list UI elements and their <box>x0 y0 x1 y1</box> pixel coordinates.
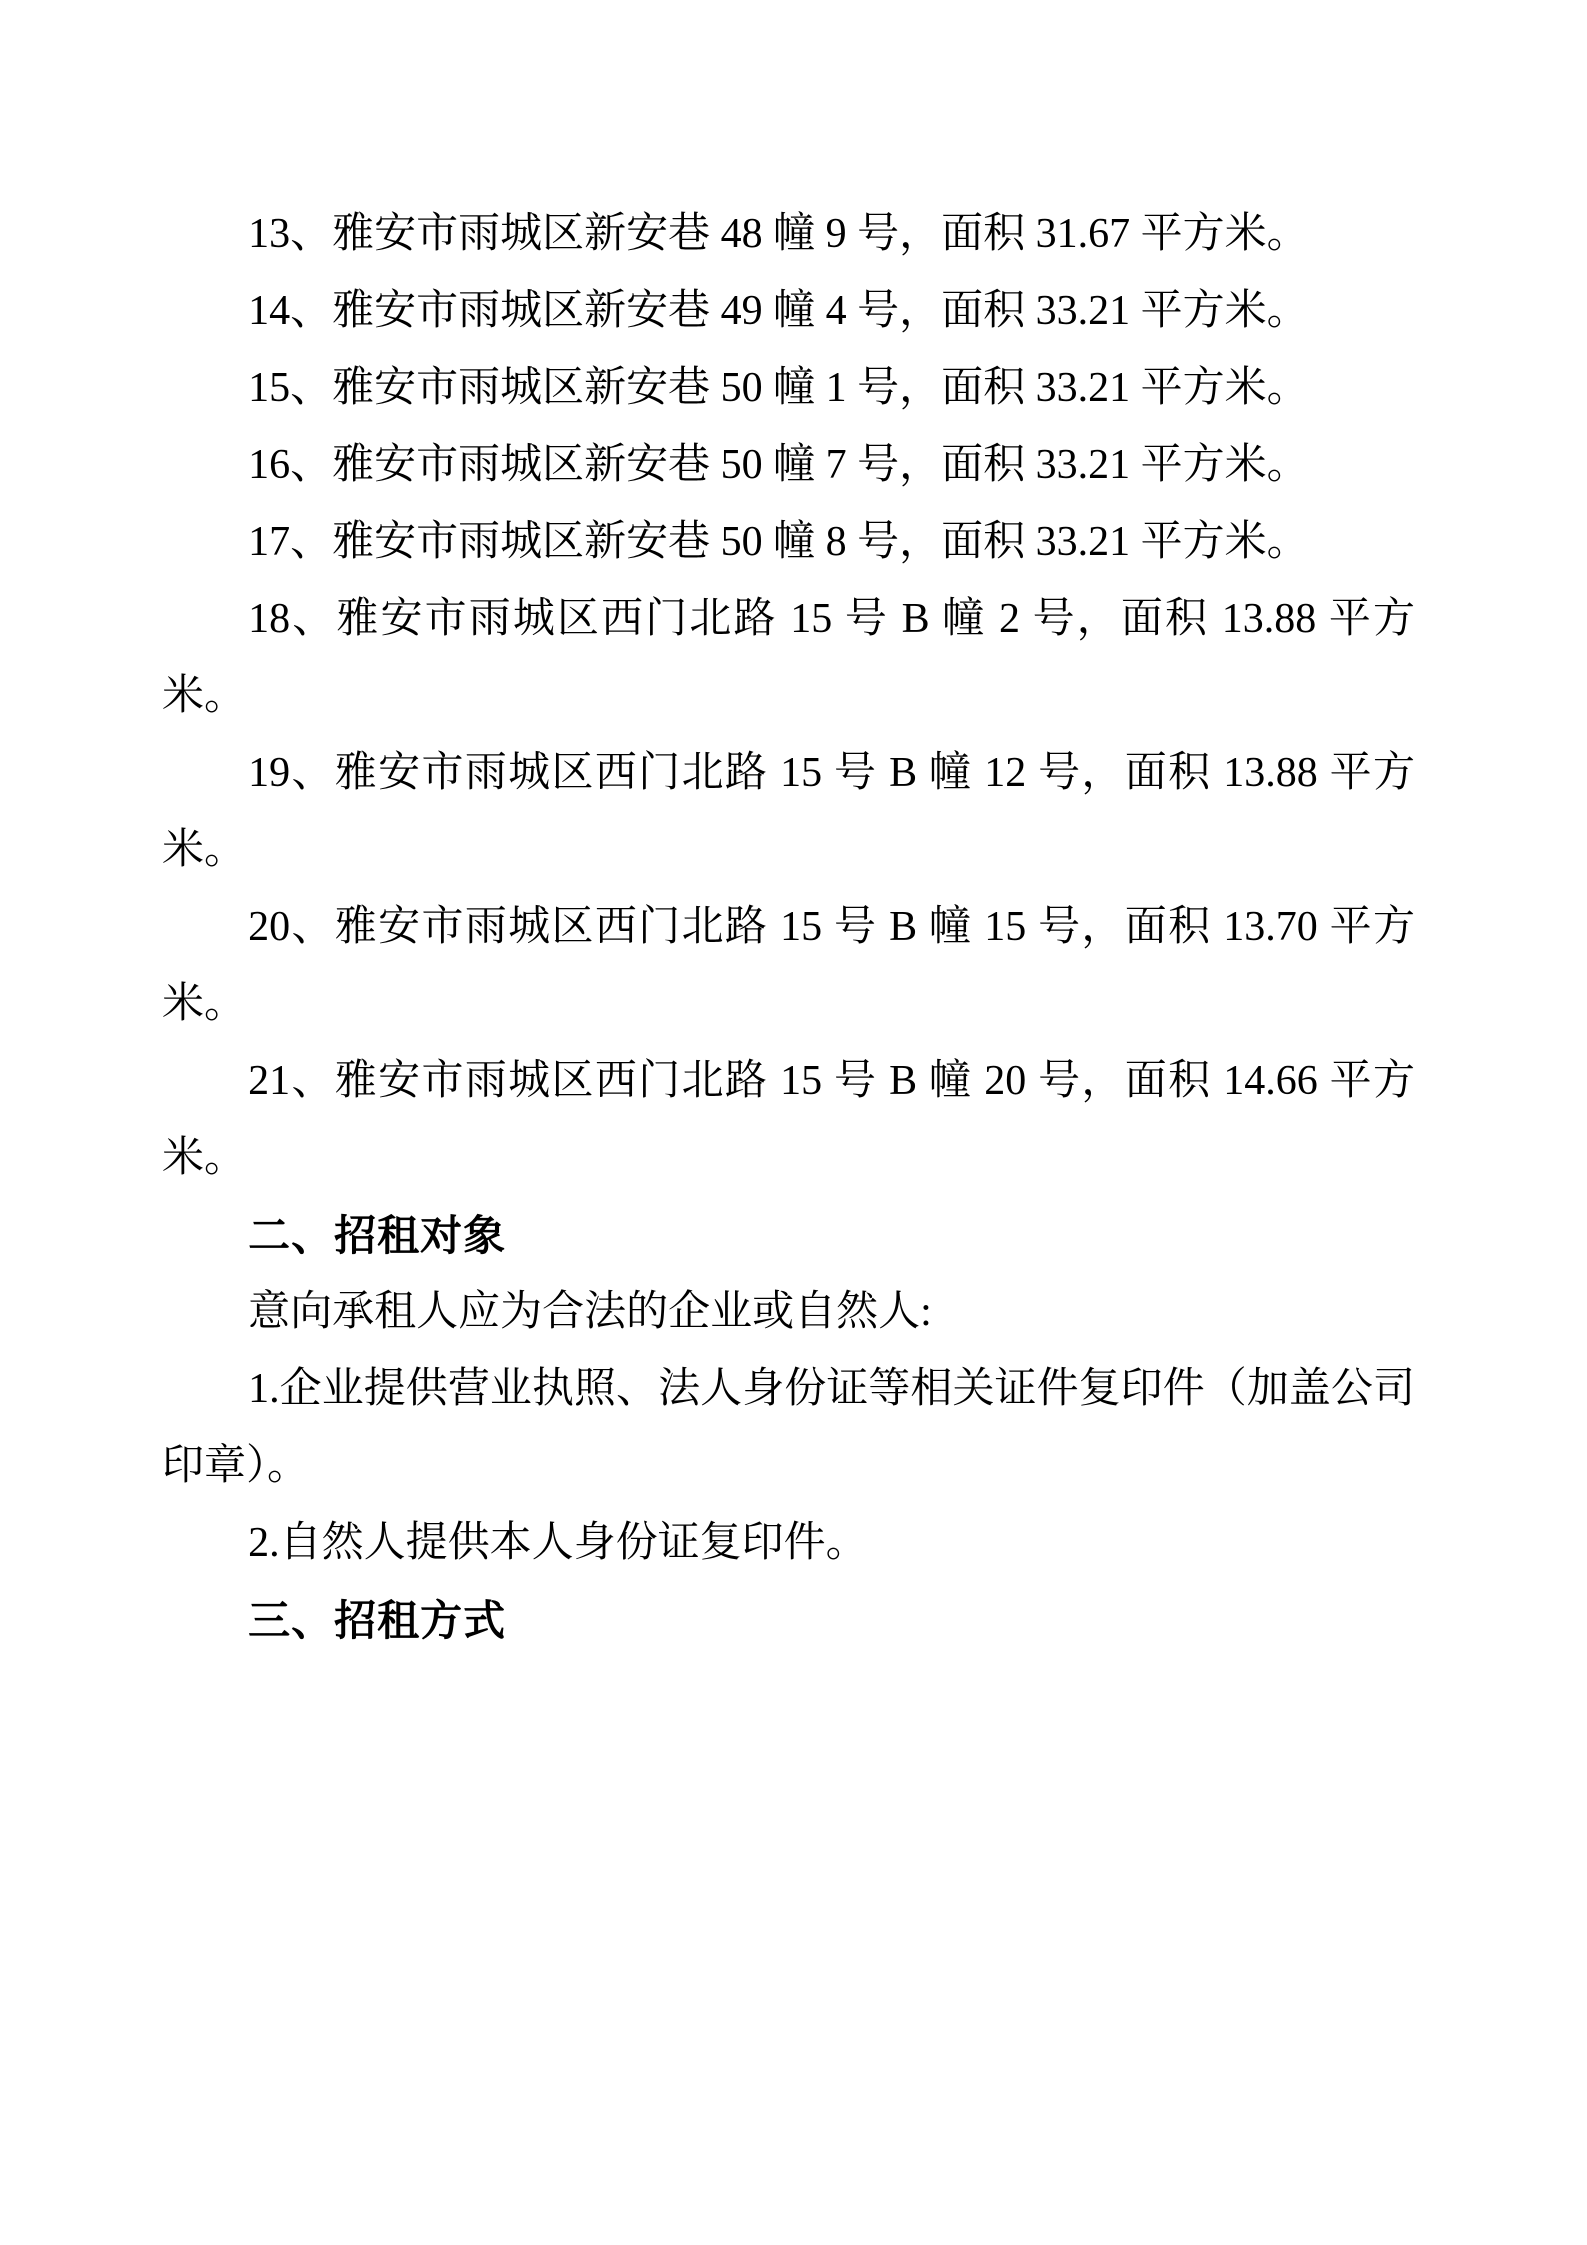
section-heading-rental-method: 三、招租方式 <box>248 1597 507 1644</box>
property-item-14: 14、雅安市雨城区新安巷 49 幢 4 号，面积 33.21 平方米。 <box>248 288 1309 334</box>
property-item-13: 13、雅安市雨城区新安巷 48 幢 9 号，面积 31.67 平方米。 <box>248 211 1309 257</box>
section-heading-rental-target: 二、招租对象 <box>248 1212 507 1259</box>
property-item-15: 15、雅安市雨城区新安巷 50 幢 1 号，面积 33.21 平方米。 <box>248 365 1309 411</box>
property-item-21: 21、雅安市雨城区西门北路 15 号 B 幢 20 号，面积 14.66 平方米。 <box>162 1058 1415 1181</box>
property-item-19: 19、雅安市雨城区西门北路 15 号 B 幢 12 号，面积 13.88 平方米。 <box>162 750 1415 873</box>
rental-target-point-enterprise: 1.企业提供营业执照、法人身份证等相关证件复印件（加盖公司印章）。 <box>162 1366 1415 1489</box>
property-item-20: 20、雅安市雨城区西门北路 15 号 B 幢 15 号，面积 13.70 平方米。 <box>162 904 1415 1027</box>
rental-target-intro: 意向承租人应为合法的企业或自然人: <box>248 1289 932 1335</box>
property-item-16: 16、雅安市雨城区新安巷 50 幢 7 号，面积 33.21 平方米。 <box>248 442 1309 488</box>
property-item-18: 18、雅安市雨城区西门北路 15 号 B 幢 2 号，面积 13.88 平方米。 <box>162 596 1415 719</box>
rental-target-point-individual: 2.自然人提供本人身份证复印件。 <box>248 1520 868 1566</box>
property-item-17: 17、雅安市雨城区新安巷 50 幢 8 号，面积 33.21 平方米。 <box>248 519 1309 565</box>
